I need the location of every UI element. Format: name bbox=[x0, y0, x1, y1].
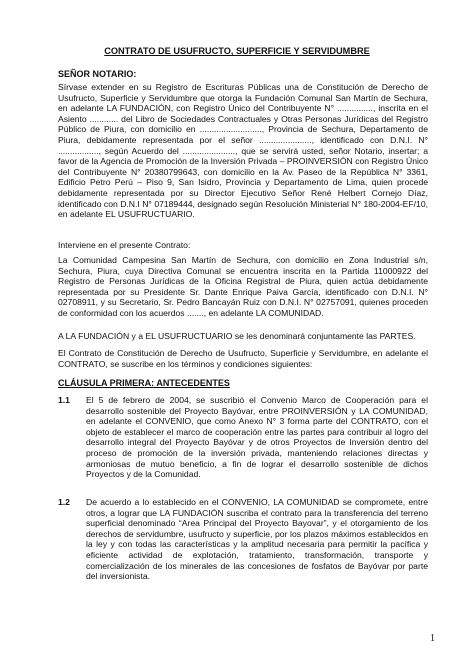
parties-paragraph: A LA FUNDACIÓN y a EL USUFRUCTUARIO se les denominará conjuntamente las PARTES. bbox=[58, 331, 416, 341]
item-number: 1.1 bbox=[58, 395, 70, 405]
intro-paragraph: Sírvase extender en su Registro de Escrituras Públicas una de Constitución de Derecho de Usufructo, Superficie y Servidumbre que otorga la Fundación Comunal San Martín de Sechura, en adelante LA FUNDACIÓN, con Registro Único del Contribuyente N° ..............., inscrita en el Asiento ............ del Libro de Sociedades Contractuales y Otras Personas Jurídicas del Registro Público de Piura, con domicilio en .........................., Provincia de Sechura, Departamento de Piura, debidamente representada por el señor ......................, identificado con D.N.I. N° ................., según Acuerdo del ......................, que se servirá usted, señor Notario, insertar; a favor de la Agencia de Promoción de la Inversión Privada – PROINVERSIÓN con Registro Único del Contribuyente N° 20380799643, con domicilio en la Av. Paseo de la República N° 3361, Edificio Petro Perú – Piso 9, San Isidro, Provincia y Departamento de Lima, quien procede debidamente representada por su Director Ejecutivo Señor René Helbert Cornejo Díaz, identificado con D.N.I N° 07189444, designado según Resolución Ministerial N° 180-2004-EF/10, en adelante EL USUFRUCTUARIO. bbox=[58, 82, 428, 220]
item-text: De acuerdo a lo establecido en el CONVENIO, LA COMUNIDAD se compromete, entre otros, a lograr que LA FUNDACIÓN suscriba el contrato para la transferencia del terreno superficial denominado “Area Principal del Proyecto Bayovar”, y el otorgamiento de los derechos de servidumbre, usufructo y superficie, por los plazos máximos establecidos en la ley y con todas las características y la amplitud necesaria para permitir la pacífica y eficiente actividad de explotación, tratamiento, transformación, transporte y comercialización de los minerales de las concesiones de fosfatos de Bayóvar por parte del inversionista. bbox=[86, 497, 428, 582]
contract-paragraph: El Contrato de Constitución de Derecho de Usufructo, Superficie y Servidumbre, en adelante el CONTRATO, se suscribe en los términos y condiciones siguientes: bbox=[58, 348, 428, 369]
document-title: CONTRATO DE USUFRUCTO, SUPERFICIE Y SERVIDUMBRE bbox=[104, 46, 370, 56]
salutation: SEÑOR NOTARIO: bbox=[58, 69, 137, 79]
community-paragraph: La Comunidad Campesina San Martín de Sechura, con domicilio en Zona Industrial s/n, Sechura, Piura, cuya Directiva Comunal se encuentra inscrita en la Partida 11000922 del Registro de Personas Jurídicas de la Oficina Registral de Piura, quien actúa debidamente representada por su Presidente Sr. Dante Enrique Paiva García, identificado con D.N.I. N° 02708911, y su Secretario, Sr. Pedro Bancayán Ruiz con D.N.I. N° 02757091, quienes proceden de conformidad con los acuerdos ......., en adelante LA COMUNIDAD. bbox=[58, 255, 428, 318]
clause-heading: CLÁUSULA PRIMERA: ANTECEDENTES bbox=[58, 378, 230, 388]
intervenes-line: Interviene en el presente Contrato: bbox=[58, 240, 191, 250]
item-text: El 5 de febrero de 2004, se suscribió el Convenio Marco de Cooperación para el desarrollo sostenible del Proyecto Bayóvar, entre PROINVERSIÓN y LA COMUNIDAD, en adelante el CONVENIO, que como Anexo N° 3 forma parte del CONTRATO, con el objeto de establecer el marco de cooperación entre las partes para contribuir al logro del desarrollo integral del Proyecto Bayóvar y de otros Proyectos de Inversión dentro del proceso de promoción de la inversión privada, manteniendo relaciones directas y armoniosas de mutuo beneficio, a fin de lograr el desarrollo sostenible de dichos Proyectos y de la Comunidad. bbox=[86, 395, 428, 480]
page-number: 1 bbox=[430, 633, 435, 644]
item-number: 1.2 bbox=[58, 497, 70, 507]
